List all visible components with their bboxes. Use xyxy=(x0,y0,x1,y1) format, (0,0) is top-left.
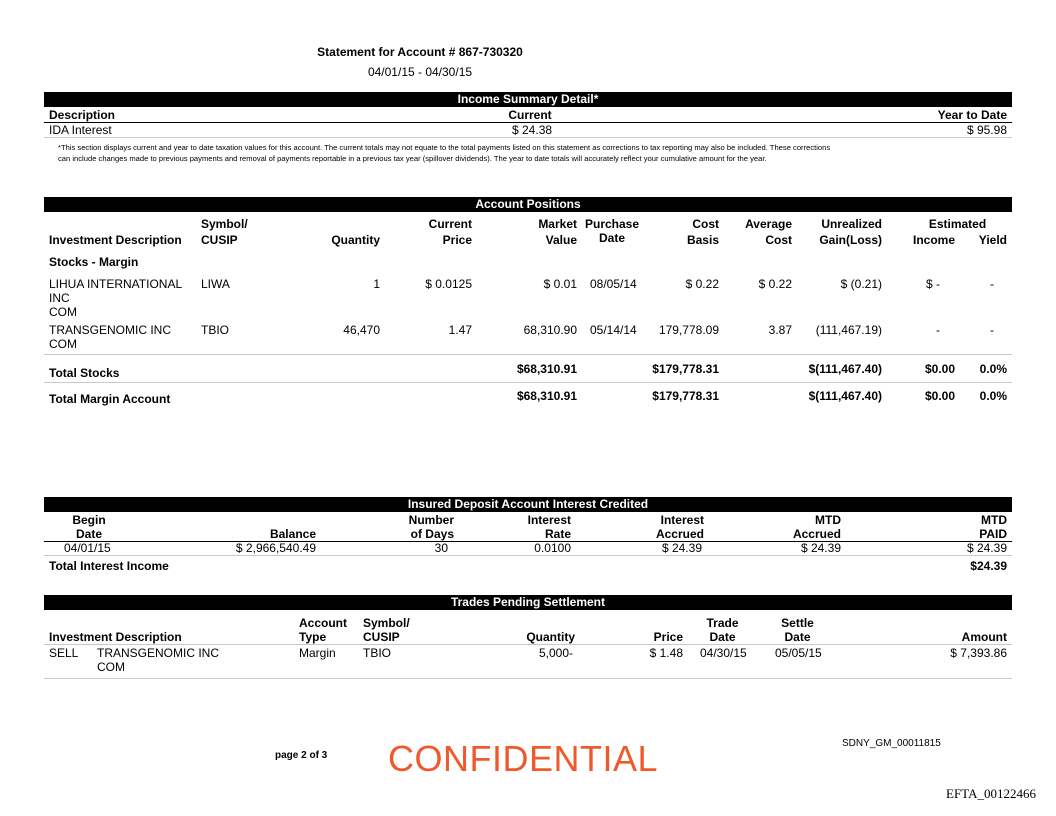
pos-header-purchase-2: Date xyxy=(598,231,625,245)
pos-row-2-yield: - xyxy=(990,323,994,337)
pos-header-estimated: Estimated xyxy=(928,217,987,231)
pos-total-stocks-cost-basis: $179,778.31 xyxy=(652,362,719,376)
income-row-rule xyxy=(44,137,1012,138)
income-footnote-line-1: *This section displays current and year to date taxation values for this account. The current totals may not equate to the total payments listed on this statement as corrections to tax reporting may also be included. These corrections xyxy=(58,143,831,152)
pos-total-margin-cost-basis: $179,778.31 xyxy=(652,389,719,403)
pos-header-price-2: Price xyxy=(442,233,472,247)
pos-header-yield: Yield xyxy=(978,233,1007,247)
pos-total-margin-unrealized: $(111,467.40) xyxy=(808,389,882,403)
pos-total-stocks-rule xyxy=(44,382,1012,383)
pos-row-2-desc-line-1: TRANSGENOMIC INC xyxy=(49,323,172,337)
trades-row-quantity: 5,000- xyxy=(538,646,573,660)
pos-row-1-cost-basis: $ 0.22 xyxy=(685,277,719,291)
pos-row-1-purchase-date: 08/05/14 xyxy=(590,277,637,291)
pos-row-1-quantity: 1 xyxy=(373,277,380,291)
pos-header-avg-1: Average xyxy=(745,217,792,231)
pos-total-margin-income: $0.00 xyxy=(924,389,955,403)
income-summary-bar: Income Summary Detail* xyxy=(44,92,1012,107)
pos-header-purchase-1: Purchase xyxy=(584,217,640,231)
trades-pending-bar: Trades Pending Settlement xyxy=(44,595,1012,610)
bates-number: SDNY_GM_00011815 xyxy=(842,738,941,749)
pos-header-market-1: Market xyxy=(538,217,577,231)
income-row-current: $ 24.38 xyxy=(512,123,553,137)
ida-header-mtd-paid-1: MTD xyxy=(981,513,1007,527)
trades-header-description: Investment Description xyxy=(49,630,182,644)
ida-interest-bar: Insured Deposit Account Interest Credited xyxy=(44,497,1012,512)
ida-header-rate-1: Interest xyxy=(527,513,571,527)
trades-row-desc-line-2: COM xyxy=(97,660,125,674)
pos-header-price-1: Current xyxy=(428,217,472,231)
ida-row-mtd-paid: $ 24.39 xyxy=(966,541,1007,555)
pos-header-avg-2: Cost xyxy=(765,233,792,247)
pos-header-description: Investment Description xyxy=(49,233,182,247)
pos-header-symbol-2: CUSIP xyxy=(201,233,238,247)
pos-total-margin-market-value: $68,310.91 xyxy=(516,389,577,403)
pos-total-stocks-yield: 0.0% xyxy=(979,362,1007,376)
trades-header-quantity: Quantity xyxy=(526,630,575,644)
ida-header-number-1: Number xyxy=(408,513,454,527)
trades-header-symbol-1: Symbol/ xyxy=(363,616,410,630)
income-row-ytd: $ 95.98 xyxy=(966,123,1007,137)
ida-row-begin-date: 04/01/15 xyxy=(64,541,111,555)
trades-row-symbol: TBIO xyxy=(363,646,392,660)
ida-row-rate: 0.0100 xyxy=(534,541,571,555)
income-col-ytd: Year to Date xyxy=(937,108,1007,122)
ida-total-label: Total Interest Income xyxy=(49,559,169,573)
account-positions-bar: Account Positions xyxy=(44,197,1012,212)
pos-total-margin-yield: 0.0% xyxy=(979,389,1007,403)
pos-row-2-quantity: 46,470 xyxy=(343,323,380,337)
trades-row-account-type: Margin xyxy=(299,646,336,660)
income-footnote-line-2: can include changes made to previous payments and removal of payments reportable in a previous tax year (spillover dividends). The year to date totals will accurately reflect your cumulative amount for the year. xyxy=(58,154,767,163)
ida-header-begin-2: Date xyxy=(75,527,102,541)
ida-header-mtd-paid-2: PAID xyxy=(979,527,1007,541)
ida-row-accrued: $ 24.39 xyxy=(661,541,702,555)
pos-row-2-market-value: 68,310.90 xyxy=(523,323,577,337)
trades-row-description xyxy=(97,646,219,674)
ida-row-mtd-accrued: $ 24.39 xyxy=(800,541,841,555)
trades-row-action: SELL xyxy=(49,646,79,660)
pos-section-stocks-margin: Stocks - Margin xyxy=(49,255,139,269)
income-col-current: Current xyxy=(508,108,552,122)
pos-rows-rule xyxy=(44,354,1012,355)
trades-row-rule xyxy=(44,678,1012,679)
pos-row-1-yield: - xyxy=(990,277,994,291)
pos-row-1-desc-line-1: LIHUA INTERNATIONAL xyxy=(49,277,183,291)
pos-row-1-description xyxy=(49,277,182,319)
efta-number: EFTA_00122466 xyxy=(946,786,1036,801)
trades-header-account-1: Account xyxy=(299,616,347,630)
pos-row-1-average-cost: $ 0.22 xyxy=(758,277,792,291)
trades-header-price: Price xyxy=(653,630,683,644)
trades-row-amount: $ 7,393.86 xyxy=(950,646,1007,660)
pos-row-2-desc-line-2: COM xyxy=(49,337,77,351)
trades-row-settle-date: 05/05/15 xyxy=(775,646,822,660)
pos-row-1-price: $ 0.0125 xyxy=(425,277,472,291)
trades-row-price: $ 1.48 xyxy=(649,646,683,660)
pos-row-2-cost-basis: 179,778.09 xyxy=(658,323,719,337)
ida-header-number-2: of Days xyxy=(410,527,454,541)
pos-row-2-description xyxy=(49,323,171,351)
ida-total-value: $24.39 xyxy=(970,559,1007,573)
ida-header-mtd-accrued-2: Accrued xyxy=(792,527,841,541)
pos-header-income: Income xyxy=(912,233,955,247)
trades-row-desc-line-1: TRANSGENOMIC INC xyxy=(97,646,220,660)
ida-row-rule xyxy=(44,555,1012,556)
pos-row-1-symbol: LIWA xyxy=(201,277,230,291)
pos-row-2-unrealized: (111,467.19) xyxy=(815,323,882,337)
trades-header-settle-2: Date xyxy=(784,630,811,644)
ida-header-begin-1: Begin xyxy=(72,513,106,527)
ida-header-balance: Balance xyxy=(269,527,316,541)
pos-row-1-income: $ - xyxy=(926,277,941,291)
pos-total-stocks-label: Total Stocks xyxy=(49,366,120,380)
ida-row-days: 30 xyxy=(434,541,448,555)
pos-total-stocks-market-value: $68,310.91 xyxy=(516,362,577,376)
pos-total-margin-label: Total Margin Account xyxy=(49,392,171,406)
pos-row-2-purchase-date: 05/14/14 xyxy=(590,323,637,337)
pos-header-symbol-1: Symbol/ xyxy=(201,217,248,231)
pos-total-stocks-unrealized: $(111,467.40) xyxy=(808,362,882,376)
pos-row-1-unrealized: $ (0.21) xyxy=(840,277,882,291)
pos-header-cost-2: Basis xyxy=(686,233,719,247)
pos-header-market-2: Value xyxy=(545,233,577,247)
page-number: page 2 of 3 xyxy=(275,750,328,761)
trades-header-rule xyxy=(44,644,1012,645)
ida-row-balance: $ 2,966,540.49 xyxy=(235,541,316,555)
trades-header-trade-2: Date xyxy=(709,630,736,644)
pos-header-unrealized-1: Unrealized xyxy=(821,217,882,231)
trades-row-trade-date: 04/30/15 xyxy=(700,646,747,660)
trades-header-account-2: Type xyxy=(299,630,327,644)
pos-row-2-average-cost: 3.87 xyxy=(768,323,792,337)
pos-total-stocks-income: $0.00 xyxy=(924,362,955,376)
pos-row-2-price: 1.47 xyxy=(448,323,472,337)
statement-title: Statement for Account # 867-730320 xyxy=(317,45,523,59)
pos-header-quantity: Quantity xyxy=(331,233,380,247)
income-col-description: Description xyxy=(49,108,116,122)
statement-period: 04/01/15 - 04/30/15 xyxy=(367,65,473,79)
ida-header-mtd-accrued-1: MTD xyxy=(815,513,841,527)
pos-row-1-desc-line-2: INC xyxy=(49,291,70,305)
confidential-stamp: CONFIDENTIAL xyxy=(388,738,659,779)
trades-header-symbol-2: CUSIP xyxy=(363,630,400,644)
trades-header-amount: Amount xyxy=(961,630,1007,644)
pos-row-1-market-value: $ 0.01 xyxy=(543,277,577,291)
income-footnote xyxy=(58,142,998,164)
ida-header-rate-2: Rate xyxy=(544,527,571,541)
pos-row-2-income: - xyxy=(936,323,940,337)
ida-header-accrued-1: Interest xyxy=(660,513,704,527)
trades-header-settle-1: Settle xyxy=(781,616,814,630)
pos-row-1-desc-line-3: COM xyxy=(49,305,77,319)
pos-header-unrealized-2: Gain(Loss) xyxy=(819,233,882,247)
pos-row-2-symbol: TBIO xyxy=(201,323,230,337)
pos-header-cost-1: Cost xyxy=(692,217,719,231)
trades-header-trade-1: Trade xyxy=(706,616,739,630)
income-row-description: IDA Interest xyxy=(49,123,112,137)
ida-header-accrued-2: Accrued xyxy=(655,527,704,541)
